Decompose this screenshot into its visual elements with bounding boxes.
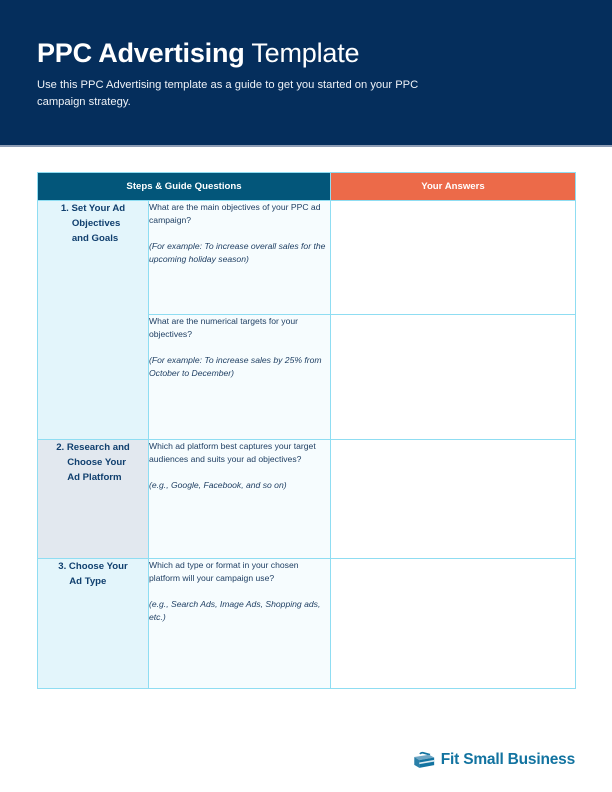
question-cell	[149, 559, 331, 689]
step-label-line: 3. Choose Your	[58, 561, 128, 572]
ppc-template-table	[37, 172, 576, 689]
header-divider	[0, 145, 612, 147]
question-example: (e.g., Search Ads, Image Ads, Shopping ads, etc.)	[149, 599, 321, 622]
footer-logo-text: Fit Small Business	[440, 751, 575, 768]
step-label-line: Objectives	[71, 218, 121, 229]
step-cell-1	[38, 201, 149, 440]
answer-cell[interactable]	[331, 201, 576, 315]
step-label-line: 2. Research and	[56, 442, 130, 453]
step-label-2	[56, 440, 130, 485]
page-title-light: Template	[244, 38, 360, 68]
table-row	[38, 201, 576, 315]
question-example: (For example: To increase overall sales for the upcoming holiday season)	[149, 241, 326, 264]
step-label-3	[58, 559, 127, 589]
page-header-content	[37, 36, 557, 110]
page-title	[37, 36, 557, 70]
page-title-strong: PPC Advertising	[37, 38, 245, 68]
table-header-row	[38, 173, 576, 201]
question-cell	[149, 440, 331, 559]
step-cell-3	[38, 559, 149, 689]
ppc-template-table-wrapper	[37, 172, 575, 689]
step-label-line: Choose Your	[67, 457, 127, 468]
question-cell	[149, 201, 331, 315]
answer-cell[interactable]	[331, 440, 576, 559]
answer-cell[interactable]	[331, 559, 576, 689]
column-header-steps: Steps & Guide Questions	[38, 173, 331, 201]
step-label-1	[61, 201, 125, 246]
footer-logo	[413, 751, 575, 769]
table-row	[38, 440, 576, 559]
table-row	[38, 559, 576, 689]
step-label-line: Ad Type	[69, 576, 107, 587]
column-header-answers: Your Answers	[331, 173, 576, 201]
question-text: What are the numerical targets for your objectives?	[149, 316, 299, 339]
question-cell	[149, 315, 331, 440]
page-header-band	[0, 0, 612, 145]
question-text: What are the main objectives of your PPC ad campaign?	[149, 202, 321, 225]
answer-cell[interactable]	[331, 315, 576, 440]
briefcase-icon	[413, 751, 435, 769]
step-label-line: Ad Platform	[67, 472, 122, 483]
question-example: (e.g., Google, Facebook, and so on)	[149, 480, 287, 490]
table-body	[38, 201, 576, 689]
question-example: (For example: To increase sales by 25% from October to December)	[149, 355, 322, 378]
question-text: Which ad type or format in your chosen platform will your campaign use?	[149, 560, 299, 583]
page-subtitle: Use this PPC Advertising template as a guide to get you started on your PPC campaign strategy.	[37, 79, 419, 108]
step-cell-2	[38, 440, 149, 559]
step-label-line: 1. Set Your Ad	[60, 203, 126, 214]
question-text: Which ad platform best captures your target audiences and suits your ad objectives?	[149, 441, 316, 464]
table-header	[38, 173, 576, 201]
step-label-line: and Goals	[71, 233, 119, 244]
